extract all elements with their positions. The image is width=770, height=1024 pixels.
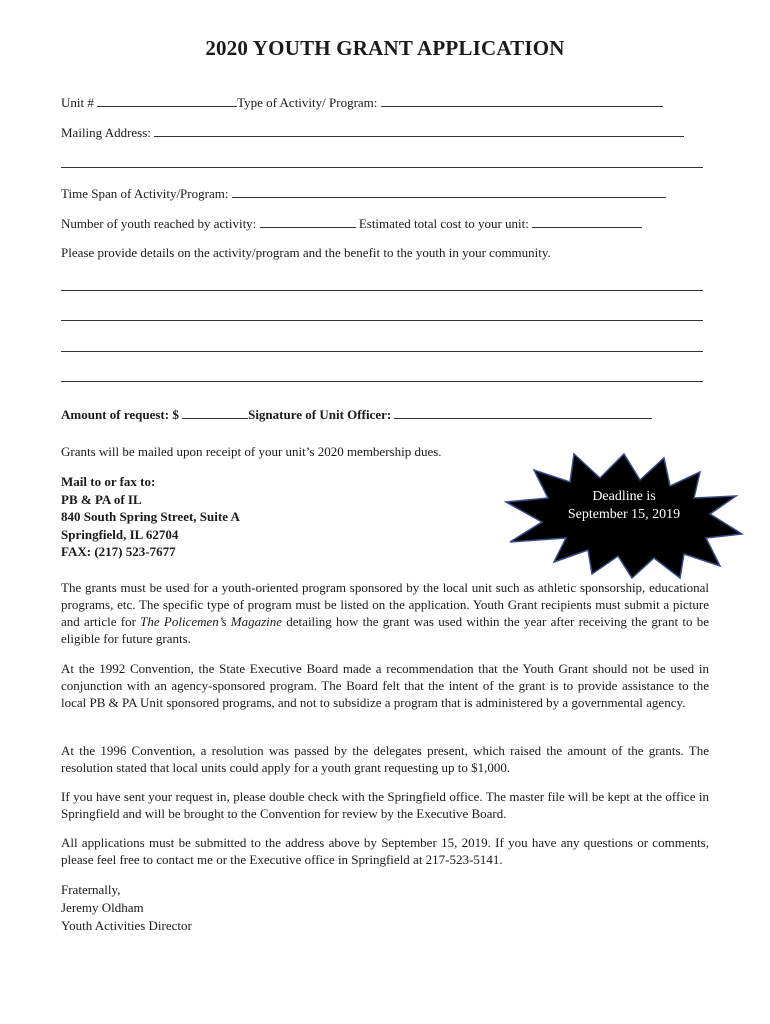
- deadline-line1: Deadline is: [592, 489, 656, 504]
- mail-to-street: 840 South Spring Street, Suite A: [61, 509, 240, 524]
- signature-label: Signature of Unit Officer:: [248, 407, 392, 422]
- paragraph-double-check: If you have sent your request in, please double check with the Springfield office. The master file will be kept at the office in Springfield and will be brought to the Convention for review by the Executive Board.: [61, 789, 709, 821]
- unit-field[interactable]: [97, 94, 237, 107]
- time-span-label: Time Span of Activity/Program:: [61, 186, 229, 201]
- paragraph-grant-usage-text-b: detailing how the grant was used within the year after receiving the grant to be eligible for future grants.: [61, 614, 709, 646]
- details-field-line2[interactable]: [61, 319, 703, 321]
- deadline-line2: September 15, 2019: [567, 507, 681, 522]
- mail-to-heading: Mail to or fax to:: [61, 474, 156, 489]
- youth-reached-field[interactable]: [260, 215, 356, 228]
- amount-signature-row: [61, 406, 652, 423]
- mailing-address-field[interactable]: [154, 124, 684, 137]
- amount-field[interactable]: [182, 406, 248, 419]
- youth-cost-row: [61, 215, 642, 232]
- activity-type-field[interactable]: [381, 94, 663, 107]
- paragraph-grant-usage: [61, 579, 709, 647]
- mail-to-block: [61, 473, 240, 561]
- amount-label: Amount of request: $: [61, 407, 179, 422]
- details-prompt: Please provide details on the activity/program and the benefit to the youth in your community.: [61, 245, 551, 260]
- deadline-text: [504, 488, 744, 524]
- unit-row: [61, 94, 663, 111]
- time-span-field[interactable]: [232, 185, 666, 198]
- mailing-address-row: [61, 124, 684, 141]
- estimated-cost-label: Estimated total cost to your unit:: [358, 216, 529, 231]
- youth-reached-label: Number of youth reached by activity:: [61, 216, 257, 231]
- mail-to-fax: FAX: (217) 523-7677: [61, 544, 176, 559]
- paragraph-1992-convention: At the 1992 Convention, the State Executive Board made a recommendation that the Youth Grant should not be used in conjunction with an agency-sponsored program. The Board felt that the intent of the grant is to provide assistance to the local PB & PA Unit sponsored programs, and not to subsidize a program that is administered by a governmental agency.: [61, 661, 709, 710]
- signoff-title: Youth Activities Director: [61, 918, 192, 933]
- details-field-line4[interactable]: [61, 380, 703, 382]
- page-title: 2020 YOUTH GRANT APPLICATION: [205, 36, 565, 60]
- details-field-line3[interactable]: [61, 350, 703, 352]
- mailing-address-label: Mailing Address:: [61, 125, 151, 140]
- signoff-closing: Fraternally,: [61, 882, 121, 897]
- mail-to-city: Springfield, IL 62704: [61, 526, 179, 542]
- paragraph-submission: All applications must be submitted to the address above by September 15, 2019. If you have any questions or comments, please feel free to contact me or the Executive office in Springfield at 217-523-5141.: [61, 835, 709, 867]
- signoff-block: [61, 881, 192, 935]
- mailing-address-field-line2[interactable]: [61, 166, 703, 168]
- signoff-name: Jeremy Oldham: [61, 900, 144, 915]
- magazine-title: The Policemen’s Magazine: [140, 614, 283, 629]
- signature-field[interactable]: [394, 406, 652, 419]
- mailed-notice: Grants will be mailed upon receipt of your unit’s 2020 membership dues.: [61, 444, 442, 459]
- details-field-line1[interactable]: [61, 289, 703, 291]
- mail-to-org: PB & PA of IL: [61, 491, 142, 507]
- estimated-cost-field[interactable]: [532, 215, 642, 228]
- paragraph-1996-convention: At the 1996 Convention, a resolution was passed by the delegates present, which raised the amount of the grants. The resolution stated that local units could apply for a youth grant requesting up to $1,000.: [61, 743, 709, 775]
- unit-label: Unit #: [61, 95, 94, 110]
- time-span-row: [61, 185, 666, 202]
- activity-type-label: Type of Activity/ Program:: [237, 95, 378, 110]
- paragraph-grant-usage-text-a: The grants must be used for a youth-oriented program sponsored by the local unit such as athletic sponsorship, educational programs, etc. The specific type of program must be listed on the application. Youth Grant recipients must submit a picture and article for: [61, 580, 709, 629]
